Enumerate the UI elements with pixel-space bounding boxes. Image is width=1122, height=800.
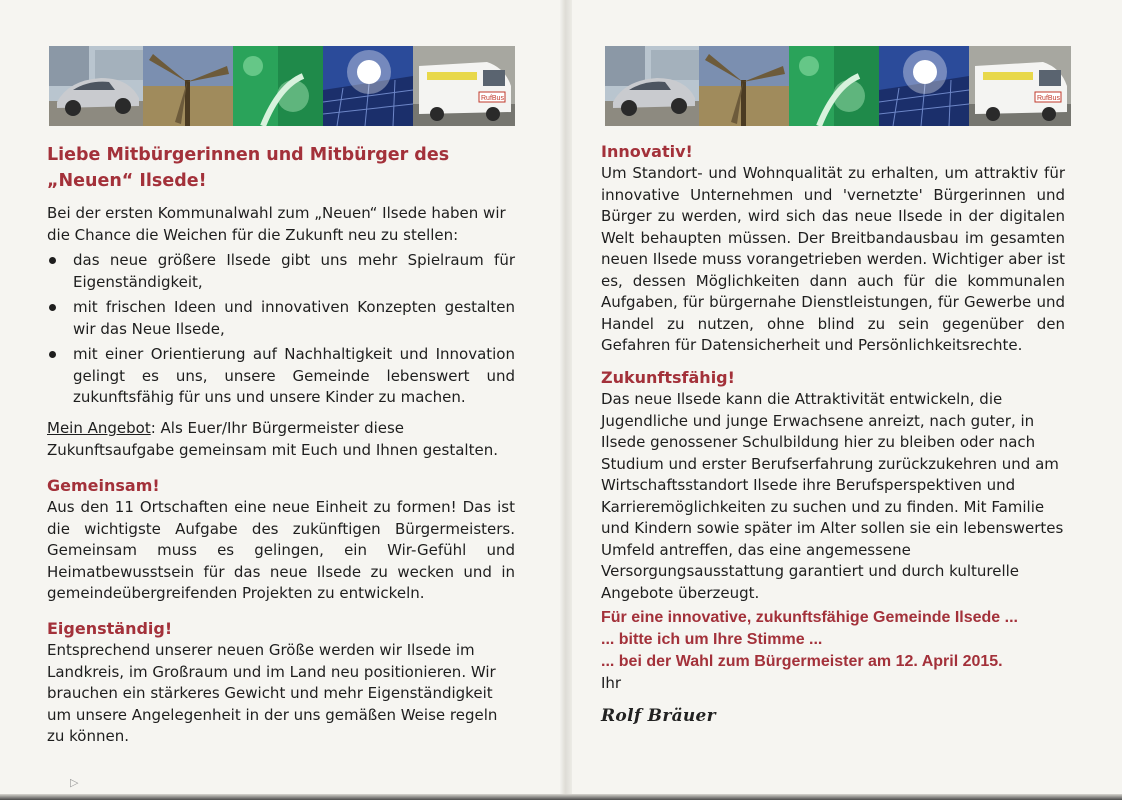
bullet-text: das neue größere Ilsede gibt uns mehr Spielraum für Eigenständigkeit, xyxy=(73,251,515,291)
plant-hand-photo xyxy=(789,46,879,126)
offer-label: Mein Angebot xyxy=(47,419,151,437)
bullet-item xyxy=(47,344,515,409)
section-innovativ xyxy=(601,141,1065,357)
intro-text: Bei der ersten Kommunalwahl zum „Neuen“ Ilsede haben wir die Chance die Weichen für die Zukunft neu zu stellen: xyxy=(47,204,506,244)
section-text: Entsprechend unserer neuen Größe werden wir Ilsede im Landkreis, im Großraum und im Land neu positionieren. Wir brauchen ein stärkeres Gewicht und mehr Eigenständigkeit um unsere Angelegenheit in der uns gemäßen Weise regeln zu können. xyxy=(47,641,498,745)
wind-turbine-photo xyxy=(143,46,233,126)
bullet-item xyxy=(47,250,515,293)
arrow-mark-icon: ▷ xyxy=(70,776,79,789)
page-fold xyxy=(560,0,572,800)
plant-hand-photo xyxy=(233,46,323,126)
bullet-text: mit frischen Ideen und innovativen Konzepten gestalten wir das Neue Ilsede, xyxy=(73,298,515,338)
bullet-dot xyxy=(49,351,56,358)
solar-panel-photo xyxy=(323,46,413,126)
bullet-dot xyxy=(49,257,56,264)
section-title: Innovativ! xyxy=(601,142,693,161)
bullet-list xyxy=(47,250,515,409)
bus-photo xyxy=(413,46,515,126)
bullet-dot xyxy=(49,304,56,311)
section-title: Eigenständig! xyxy=(47,619,173,638)
offer-text: : Als Euer/Ihr Bürgermeister diese Zukunftsaufgabe gemeinsam mit Euch und Ihnen gestalten. xyxy=(47,419,498,459)
bullet-item xyxy=(47,297,515,340)
intro-heading-line2: „Neuen“ Ilsede! xyxy=(47,171,207,191)
bus-logo-text: RufBus xyxy=(1037,95,1060,102)
section-text: Das neue Ilsede kann die Attraktivität entwickeln, die Jugendliche und junge Erwachsene anreizt, nach guter, in Ilsede genossener Schulbildung hier zu bleiben oder nach Studium und erster Berufserfahrung zurückzukehren und am Wirtschaftsstandort Ilsede ihre Berufsperspektiven und Karrieremöglichkeiten zu suchen und zu finden. Mit Familie und Kindern sowie später im Alter sollen sie ein lebenswertes Umfeld antreffen, das eine angemessene Versorgungsausstattung garantiert und durch kulturelle Angebote überzeugt. xyxy=(601,390,1064,602)
signature: Rolf Bräuer xyxy=(601,706,716,726)
bottom-edge xyxy=(0,794,1122,800)
closing-line: ... bitte ich um Ihre Stimme ... xyxy=(601,631,823,648)
photo-banner-right xyxy=(605,46,1071,126)
section-text: Um Standort- und Wohnqualität zu erhalten, um attraktiv für innovative Unternehmen und 'vernetzte' Bürgerinnen und Bürger zu werden, wird sich das neue Ilsede in der digitalen Welt behaupten müssen. Der Breitbandausbau im gesamten neuen Ilsede muss vorangetrieben werden. Wichtiger aber ist es, dessen Möglichkeiten dann auch für die kommunalen Aufgaben, für bürgernahe Dienstleistungen, für Gewerbe und Handel zu nutzen, ohne blind zu sein gegenüber den Gefahren für Datensicherheit und Persönlichkeitsrechte. xyxy=(601,164,1065,354)
svg-text:RufBus xyxy=(481,95,504,102)
svg-text:RufBus xyxy=(1037,95,1060,102)
wind-turbine-photo xyxy=(699,46,789,126)
intro-heading xyxy=(47,142,449,194)
section-title: Gemeinsam! xyxy=(47,476,160,495)
closing-line: ... bei der Wahl zum Bürgermeister am 12. April 2015. xyxy=(601,653,1003,670)
photo-banner-left xyxy=(49,46,515,126)
car-photo xyxy=(605,46,699,126)
car-photo xyxy=(49,46,143,126)
closing-appeal xyxy=(601,607,1065,695)
section-gemeinsam xyxy=(47,475,515,605)
section-eigenstaendig xyxy=(47,618,515,748)
bus-photo xyxy=(969,46,1071,126)
closing-ihr: Ihr xyxy=(601,674,622,692)
intro-heading-line1: Liebe Mitbürgerinnen und Mitbürger des xyxy=(47,145,450,165)
offer-paragraph xyxy=(47,418,515,461)
solar-panel-photo xyxy=(879,46,969,126)
section-zukunftsfaehig xyxy=(601,367,1065,604)
closing-line: Für eine innovative, zukunftsfähige Gemeinde Ilsede ... xyxy=(601,609,1018,626)
bullet-text: mit einer Orientierung auf Nachhaltigkeit und Innovation gelingt es uns, unsere Gemeinde lebenswert und zukunftsfähig für uns und unsere Kinder zu machen. xyxy=(73,345,515,406)
section-text: Aus den 11 Ortschaften eine neue Einheit zu formen! Das ist die wichtigste Aufgabe des zukünftigen Bürgermeisters. Gemeinsam muss es gelingen, ein Wir-Gefühl und Heimatbewusstsein für das neue Ilsede zu wecken und in gemeindeübergreifenden Projekten zu entwickeln. xyxy=(47,498,515,602)
section-title: Zukunftsfähig! xyxy=(601,368,735,387)
bus-logo-text: RufBus xyxy=(481,95,504,102)
